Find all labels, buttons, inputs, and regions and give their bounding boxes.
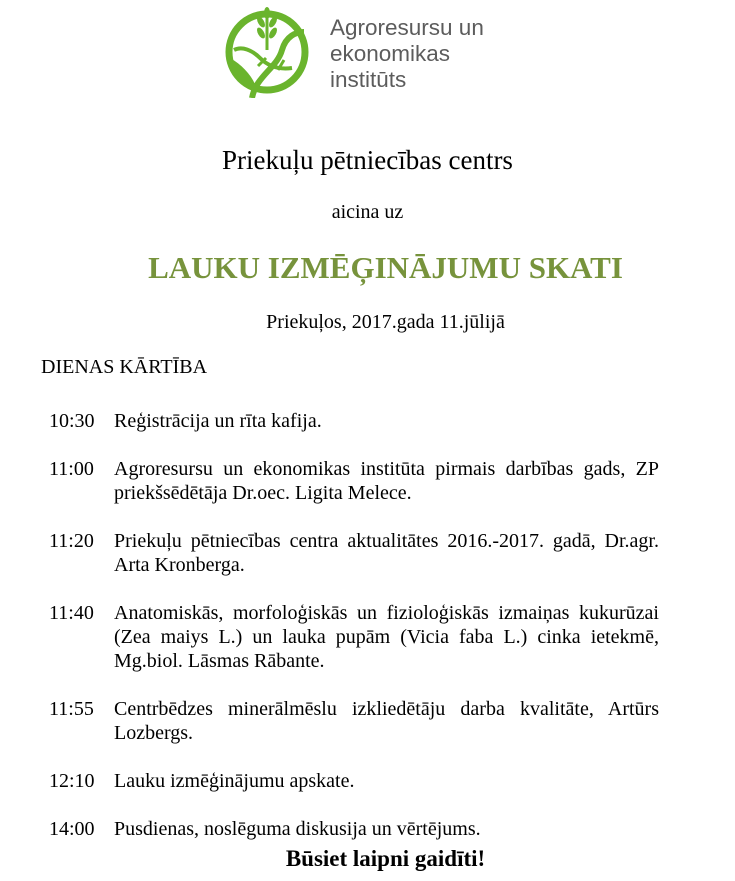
agenda-time: 11:20 <box>49 530 94 552</box>
logo-line-3: institūts <box>330 67 407 92</box>
logo-line-2: ekonomikas <box>330 41 451 66</box>
agenda-text: Priekuļu pētniecības centra aktualitātes 2016.-2017. gadā, Dr.agr. Arta Kronberga. <box>114 530 659 576</box>
agenda-item <box>49 457 659 505</box>
agenda-text: Pusdienas, noslēguma diskusija un vērtējums. <box>114 818 481 840</box>
agenda-item <box>49 529 659 577</box>
agenda-item <box>49 769 659 793</box>
agenda-text: Agroresursu un ekonomikas institūta pirmais darbības gads, ZP priekšsēdētāja Dr.oec. Ligita Melece. <box>114 458 659 504</box>
agenda-item <box>49 817 659 841</box>
agenda-time: 11:00 <box>49 458 94 480</box>
wheat-dna-leaf-icon <box>222 6 312 98</box>
logo-text <box>330 15 484 93</box>
agenda-item <box>49 601 659 673</box>
agenda-text: Lauku izmēģinājumu apskate. <box>114 770 355 792</box>
agenda-item <box>49 409 659 433</box>
closing-greeting: Būsiet laipni gaidīti! <box>285 846 486 871</box>
institute-logo <box>222 6 522 98</box>
invites-text: aicina uz <box>331 201 404 223</box>
agenda-time: 11:40 <box>49 602 94 624</box>
agenda-time: 11:55 <box>49 698 94 720</box>
organization-name: Priekuļu pētniecības centrs <box>222 145 513 175</box>
agenda-text: Anatomiskās, morfoloģiskās un fizioloģiskās izmaiņas kukurūzai (Zea maiys L.) un lauka pupām (Vicia faba L.) cinka ietekmē, Mg.biol. Lāsmas Rābante. <box>114 602 659 672</box>
agenda-text: Centrbēdzes minerālmēslu izkliedētāju darba kvalitāte, Artūrs Lozbergs. <box>114 698 659 744</box>
agenda-item <box>49 697 659 745</box>
event-title: LAUKU IZMĒĢINĀJUMU SKATI <box>148 250 623 285</box>
agenda-time: 10:30 <box>49 410 95 432</box>
agenda-heading: DIENAS KĀRTĪBA <box>41 356 208 378</box>
agenda-time: 12:10 <box>49 770 95 792</box>
agenda-time: 14:00 <box>49 818 95 840</box>
logo-line-1: Agroresursu un <box>330 15 484 40</box>
agenda-list <box>49 409 659 841</box>
place-date: Priekuļos, 2017.gada 11.jūlijā <box>266 311 505 333</box>
agenda-text: Reģistrācija un rīta kafija. <box>114 410 322 432</box>
